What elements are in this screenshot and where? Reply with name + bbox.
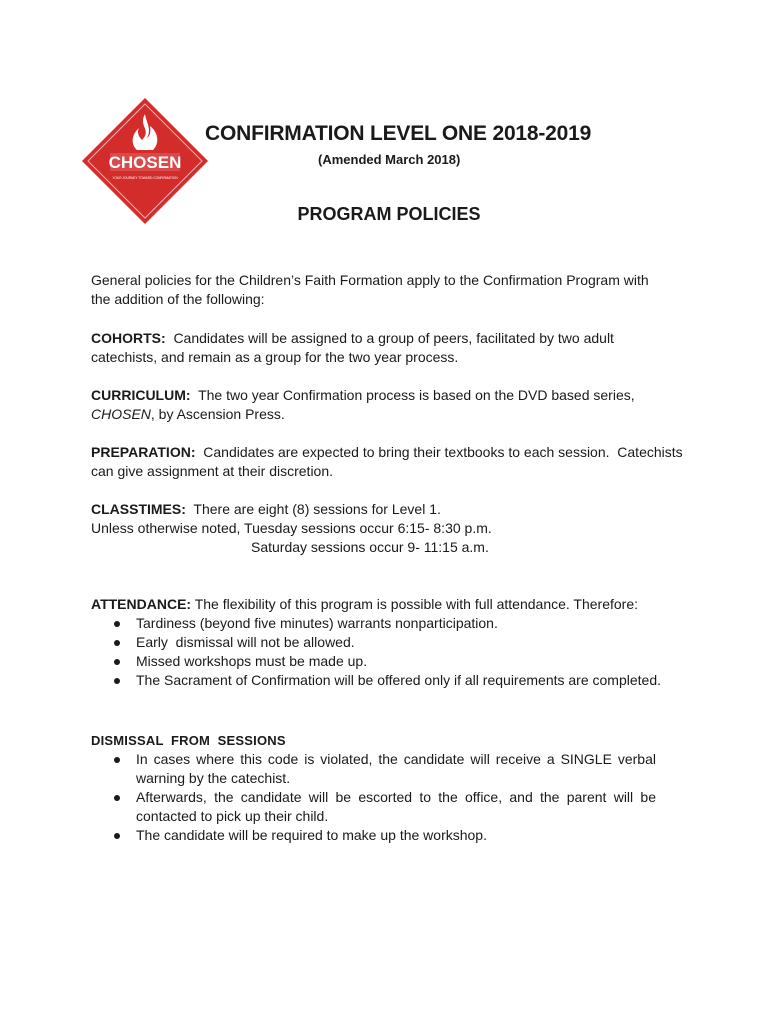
- bullet-icon: [114, 640, 120, 646]
- page-subtitle: (Amended March 2018): [318, 152, 461, 167]
- list-item: [91, 652, 691, 671]
- list-item: [91, 750, 691, 788]
- curriculum-label: CURRICULUM:: [91, 387, 191, 403]
- list-item-text: The candidate will be required to make up the workshop.: [136, 827, 487, 843]
- classtimes-text: There are eight (8) sessions for Level 1.: [185, 501, 441, 517]
- cohorts-paragraph: [91, 329, 691, 367]
- logo-text: CHOSEN: [108, 153, 182, 172]
- preparation-paragraph: [91, 443, 691, 481]
- attendance-section: [91, 595, 691, 690]
- bullet-icon: [114, 621, 120, 627]
- section-heading: PROGRAM POLICIES: [297, 204, 481, 224]
- list-item: [91, 614, 691, 633]
- list-item-text: Afterwards, the candidate will be escorted to the office, and the parent will be contacted to pick up their child.: [136, 789, 656, 824]
- dismissal-list: [91, 750, 691, 845]
- bullet-icon: [114, 833, 120, 839]
- list-item: [91, 788, 691, 826]
- list-item: [91, 671, 691, 690]
- curriculum-series-name: CHOSEN: [91, 406, 151, 422]
- dismissal-title: DISMISSAL FROM SESSIONS: [91, 733, 286, 748]
- intro-line: General policies for the Children’s Faith Formation apply to the Confirmation Program with: [91, 272, 649, 288]
- bullet-icon: [114, 659, 120, 665]
- preparation-text: can give assignment at their discretion.: [91, 463, 334, 479]
- list-item-text: Tardiness (beyond five minutes) warrants nonparticipation.: [136, 615, 498, 631]
- classtimes-paragraph: [91, 500, 691, 557]
- cohorts-text: catechists, and remain as a group for the two year process.: [91, 349, 459, 365]
- intro-line: the addition of the following:: [91, 291, 265, 307]
- list-item: [91, 826, 691, 845]
- preparation-text: Candidates are expected to bring their textbooks to each session. Catechists: [195, 444, 683, 460]
- curriculum-paragraph: [91, 386, 691, 424]
- list-item-text: In cases where this code is violated, the candidate will receive a SINGLE verbal warning by the catechist.: [136, 751, 656, 786]
- dismissal-section: [91, 731, 691, 845]
- bullet-icon: [114, 678, 120, 684]
- intro-paragraph: [91, 271, 691, 309]
- curriculum-text: The two year Confirmation process is based on the DVD based series,: [190, 387, 635, 403]
- classtimes-text: Unless otherwise noted, Tuesday sessions occur 6:15- 8:30 p.m.: [91, 520, 492, 536]
- classtimes-label: CLASSTIMES:: [91, 501, 186, 517]
- list-item-text: The Sacrament of Confirmation will be offered only if all requirements are completed.: [136, 672, 661, 688]
- cohorts-text: Candidates will be assigned to a group of peers, facilitated by two adult: [165, 330, 614, 346]
- list-item-text: Missed workshops must be made up.: [136, 653, 368, 669]
- classtimes-text: Saturday sessions occur 9- 11:15 a.m.: [251, 539, 489, 555]
- page-title: CONFIRMATION LEVEL ONE 2018-2019: [205, 122, 592, 145]
- attendance-list: [91, 614, 691, 690]
- cohorts-label: COHORTS:: [91, 330, 166, 346]
- list-item: [91, 633, 691, 652]
- logo-tagline: YOUR JOURNEY TOWARD CONFIRMATION: [112, 176, 178, 180]
- bullet-icon: [114, 757, 120, 763]
- preparation-label: PREPARATION:: [91, 444, 196, 460]
- bullet-icon: [114, 795, 120, 801]
- curriculum-text: , by Ascension Press.: [150, 406, 285, 422]
- attendance-intro: The flexibility of this program is possible with full attendance. Therefore:: [191, 596, 639, 612]
- attendance-label: ATTENDANCE:: [91, 596, 192, 612]
- list-item-text: Early dismissal will not be allowed.: [136, 634, 355, 650]
